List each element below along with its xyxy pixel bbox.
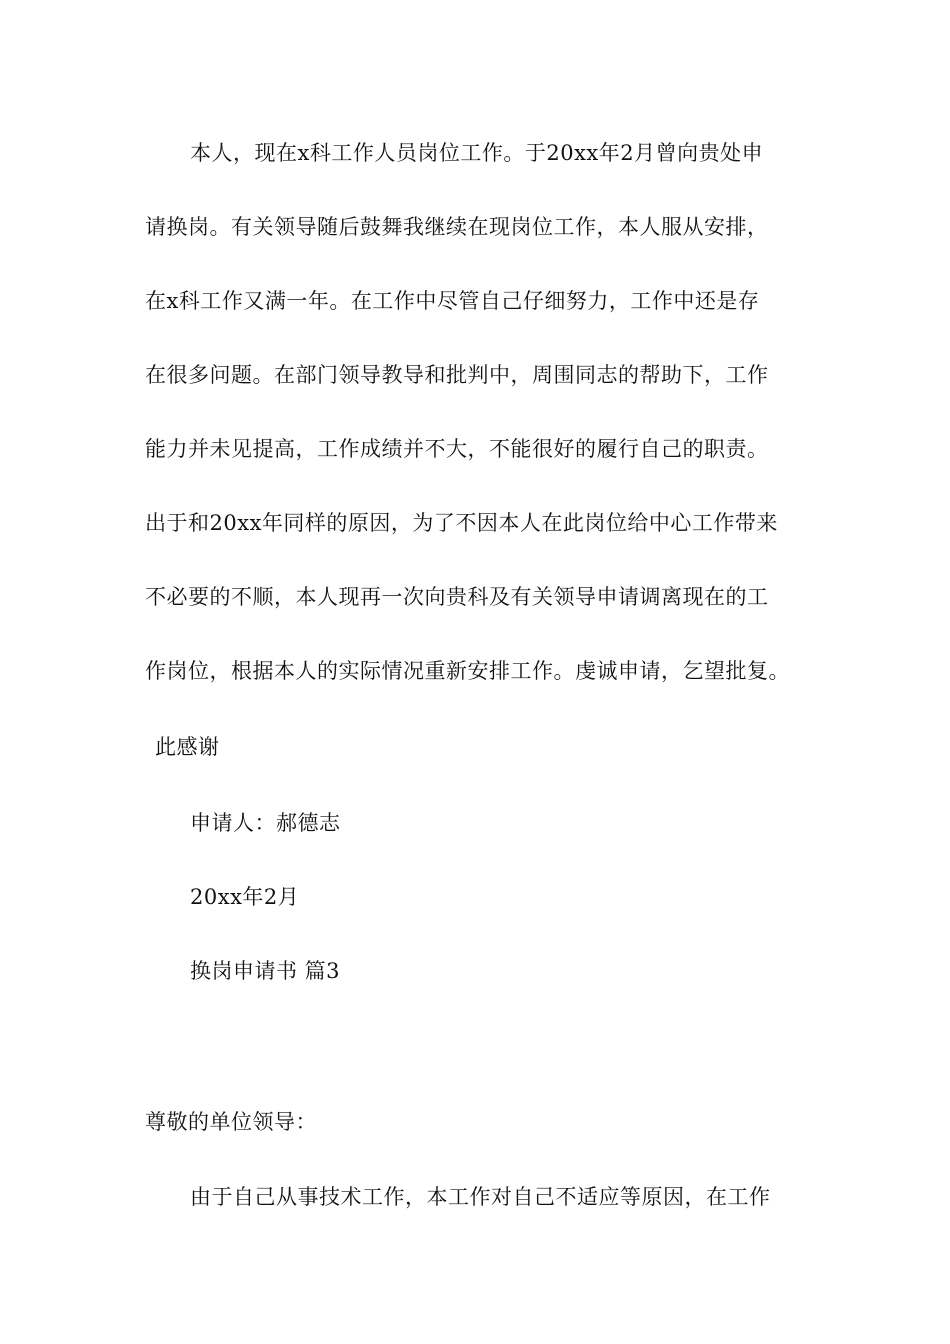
paragraph-1-line-2: 请换岗。有关领导随后鼓舞我继续在现岗位工作，本人服从安排， bbox=[145, 215, 769, 239]
applicant-name: 申请人：郝德志 bbox=[190, 811, 341, 835]
paragraph-1-line-7: 不必要的不顺，本人现再一次向贵科及有关领导申请调离现在的工 bbox=[145, 585, 769, 609]
application-date: 20xx年2月 bbox=[190, 885, 300, 909]
salutation: 尊敬的单位领导： bbox=[145, 1110, 317, 1134]
section-title: 换岗申请书 篇3 bbox=[190, 959, 341, 983]
paragraph-1-line-1: 本人，现在x科工作人员岗位工作。于20xx年2月曾向贵处申 bbox=[190, 141, 764, 165]
paragraph-1-line-8: 作岗位，根据本人的实际情况重新安排工作。虔诚申请，乞望批复。 bbox=[145, 659, 790, 683]
paragraph-1-line-3: 在x科工作又满一年。在工作中尽管自己仔细努力，工作中还是存 bbox=[145, 289, 760, 313]
paragraph-2-line-1: 由于自己从事技术工作，本工作对自己不适应等原因，在工作 bbox=[190, 1185, 771, 1209]
paragraph-1-line-4: 在很多问题。在部门领导教导和批判中，周围同志的帮助下，工作 bbox=[145, 363, 769, 387]
closing-text: 此感谢 bbox=[155, 735, 220, 759]
paragraph-1-line-5: 能力并未见提高，工作成绩并不大，不能很好的履行自己的职责。 bbox=[145, 437, 769, 461]
paragraph-1-line-6: 出于和20xx年同样的原因，为了不因本人在此岗位给中心工作带来 bbox=[145, 511, 778, 535]
